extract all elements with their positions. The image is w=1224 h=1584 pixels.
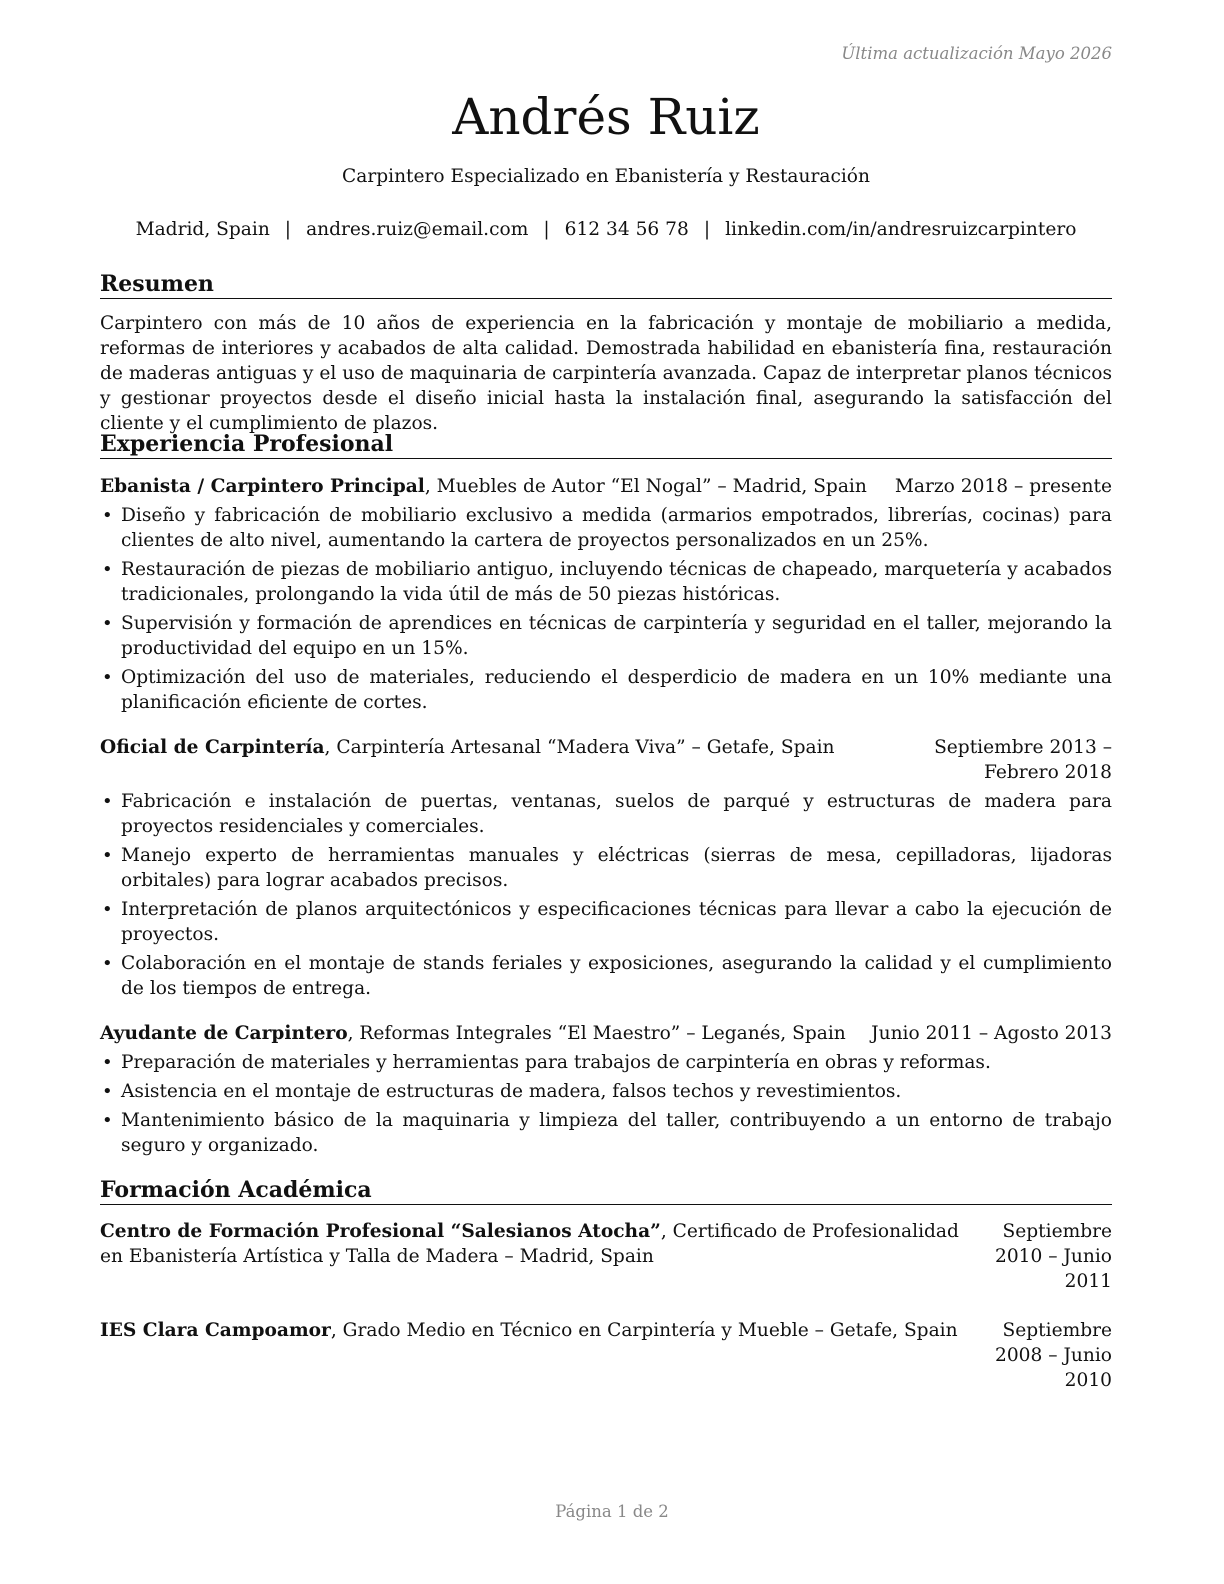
contact-separator: | bbox=[284, 219, 292, 240]
section-title-summary: Resumen bbox=[100, 270, 1112, 299]
job-entry bbox=[100, 735, 1112, 1001]
job-dates: Marzo 2018 – presente bbox=[894, 476, 1112, 497]
section-title-education: Formación Académica bbox=[100, 1176, 1112, 1205]
last-updated: Última actualización Mayo 2026 bbox=[841, 44, 1112, 63]
summary-section bbox=[100, 270, 1112, 436]
contact-phone: 612 34 56 78 bbox=[564, 219, 689, 240]
job-bullet: • Manejo experto de herramientas manuales y eléctricas (sierras de mesa, cepilladoras, lijadoras orbitales) para lograr acabados precisos. bbox=[100, 843, 1112, 893]
candidate-name: Andrés Ruiz bbox=[452, 88, 760, 146]
education-section bbox=[100, 1176, 1112, 1393]
job-entry bbox=[100, 1021, 1112, 1158]
experience-section bbox=[100, 430, 1112, 1162]
education-institution: IES Clara Campoamor bbox=[100, 1320, 331, 1341]
job-bullets bbox=[100, 503, 1112, 715]
job-bullet: • Colaboración en el montaje de stands feriales y exposiciones, asegurando la calidad y el cumplimiento de los tiempos de entrega. bbox=[100, 951, 1112, 1001]
job-role: Ayudante de Carpintero bbox=[100, 1023, 348, 1044]
job-header bbox=[100, 474, 1112, 499]
job-bullet: • Preparación de materiales y herramientas para trabajos de carpintería en obras y reformas. bbox=[100, 1050, 1112, 1075]
candidate-title: Carpintero Especializado en Ebanistería y Restauración bbox=[342, 166, 870, 187]
job-bullets bbox=[100, 1050, 1112, 1158]
education-detail: , Grado Medio en Técnico en Carpintería y Mueble – Getafe, Spain bbox=[330, 1320, 958, 1341]
summary-text: Carpintero con más de 10 años de experiencia en la fabricación y montaje de mobiliario a medida, reformas de interiores y acabados de alta calidad. Demostrada habilidad en ebanistería fina, restauración de maderas antiguas y el uso de maquinaria de carpintería avanzada. Capaz de interpretar planos técnicos y gestionar proyectos desde el diseño inicial hasta la instalación final, asegurando la satisfacción del cliente y el cumplimiento de plazos. bbox=[100, 313, 1112, 434]
job-bullet: • Mantenimiento básico de la maquinaria y limpieza del taller, contribuyendo a un entorno de trabajo seguro y organizado. bbox=[100, 1108, 1112, 1158]
contact-separator: | bbox=[543, 219, 550, 240]
job-dates: Junio 2011 – Agosto 2013 bbox=[871, 1023, 1112, 1044]
job-header bbox=[100, 1021, 1112, 1046]
job-header bbox=[100, 735, 1112, 785]
job-bullet: • Supervisión y formación de aprendices en técnicas de carpintería y seguridad en el taller, mejorando la productividad del equipo en un 15%. bbox=[100, 611, 1112, 661]
job-company: , Carpintería Artesanal “Madera Viva” – Getafe, Spain bbox=[324, 737, 835, 758]
page-number: Página 1 de 2 bbox=[555, 1502, 669, 1521]
job-bullet: • Diseño y fabricación de mobiliario exclusivo a medida (armarios empotrados, librerías, cocinas) para clientes de alto nivel, aumentando la cartera de proyectos personalizados en un 25%. bbox=[100, 503, 1112, 553]
job-bullet: • Interpretación de planos arquitectónicos y especificaciones técnicas para llevar a cabo la ejecución de proyectos. bbox=[100, 897, 1112, 947]
education-dates: Septiembre 2010 – Junio 2011 bbox=[995, 1221, 1112, 1292]
job-dates: Septiembre 2013 – Febrero 2018 bbox=[934, 737, 1112, 783]
education-institution: Centro de Formación Profesional “Salesianos Atocha” bbox=[100, 1221, 661, 1242]
education-entry bbox=[100, 1219, 1112, 1294]
education-detail: , Certificado de Profesionalidad en Ebanistería Artística y Talla de Madera – Madrid, Spain bbox=[100, 1221, 959, 1267]
job-bullet: • Fabricación e instalación de puertas, ventanas, suelos de parqué y estructuras de madera para proyectos residenciales y comerciales. bbox=[100, 789, 1112, 839]
education-dates: Septiembre 2008 – Junio 2010 bbox=[995, 1320, 1112, 1391]
job-role: Ebanista / Carpintero Principal bbox=[100, 476, 425, 497]
education-entry bbox=[100, 1318, 1112, 1393]
contact-email[interactable]: andres.ruiz@email.com bbox=[306, 219, 529, 240]
section-title-experience: Experiencia Profesional bbox=[100, 430, 1112, 459]
job-bullet: • Restauración de piezas de mobiliario antiguo, incluyendo técnicas de chapeado, marquetería y acabados tradicionales, prolongando la vida útil de más de 50 piezas históricas. bbox=[100, 557, 1112, 607]
contact-line bbox=[100, 219, 1112, 240]
contact-location: Madrid, Spain bbox=[135, 219, 270, 240]
job-bullets bbox=[100, 789, 1112, 1001]
contact-separator: | bbox=[703, 219, 711, 240]
job-company: , Reformas Integrales “El Maestro” – Leganés, Spain bbox=[347, 1023, 846, 1044]
job-bullet: • Optimización del uso de materiales, reduciendo el desperdicio de madera en un 10% mediante una planificación eficiente de cortes. bbox=[100, 665, 1112, 715]
job-entry bbox=[100, 474, 1112, 715]
job-role: Oficial de Carpintería bbox=[100, 737, 325, 758]
job-company: , Muebles de Autor “El Nogal” – Madrid, Spain bbox=[424, 476, 867, 497]
contact-linkedin[interactable]: linkedin.com/in/andresruizcarpintero bbox=[725, 219, 1077, 240]
job-bullet: • Asistencia en el montaje de estructuras de madera, falsos techos y revestimientos. bbox=[100, 1079, 1112, 1104]
